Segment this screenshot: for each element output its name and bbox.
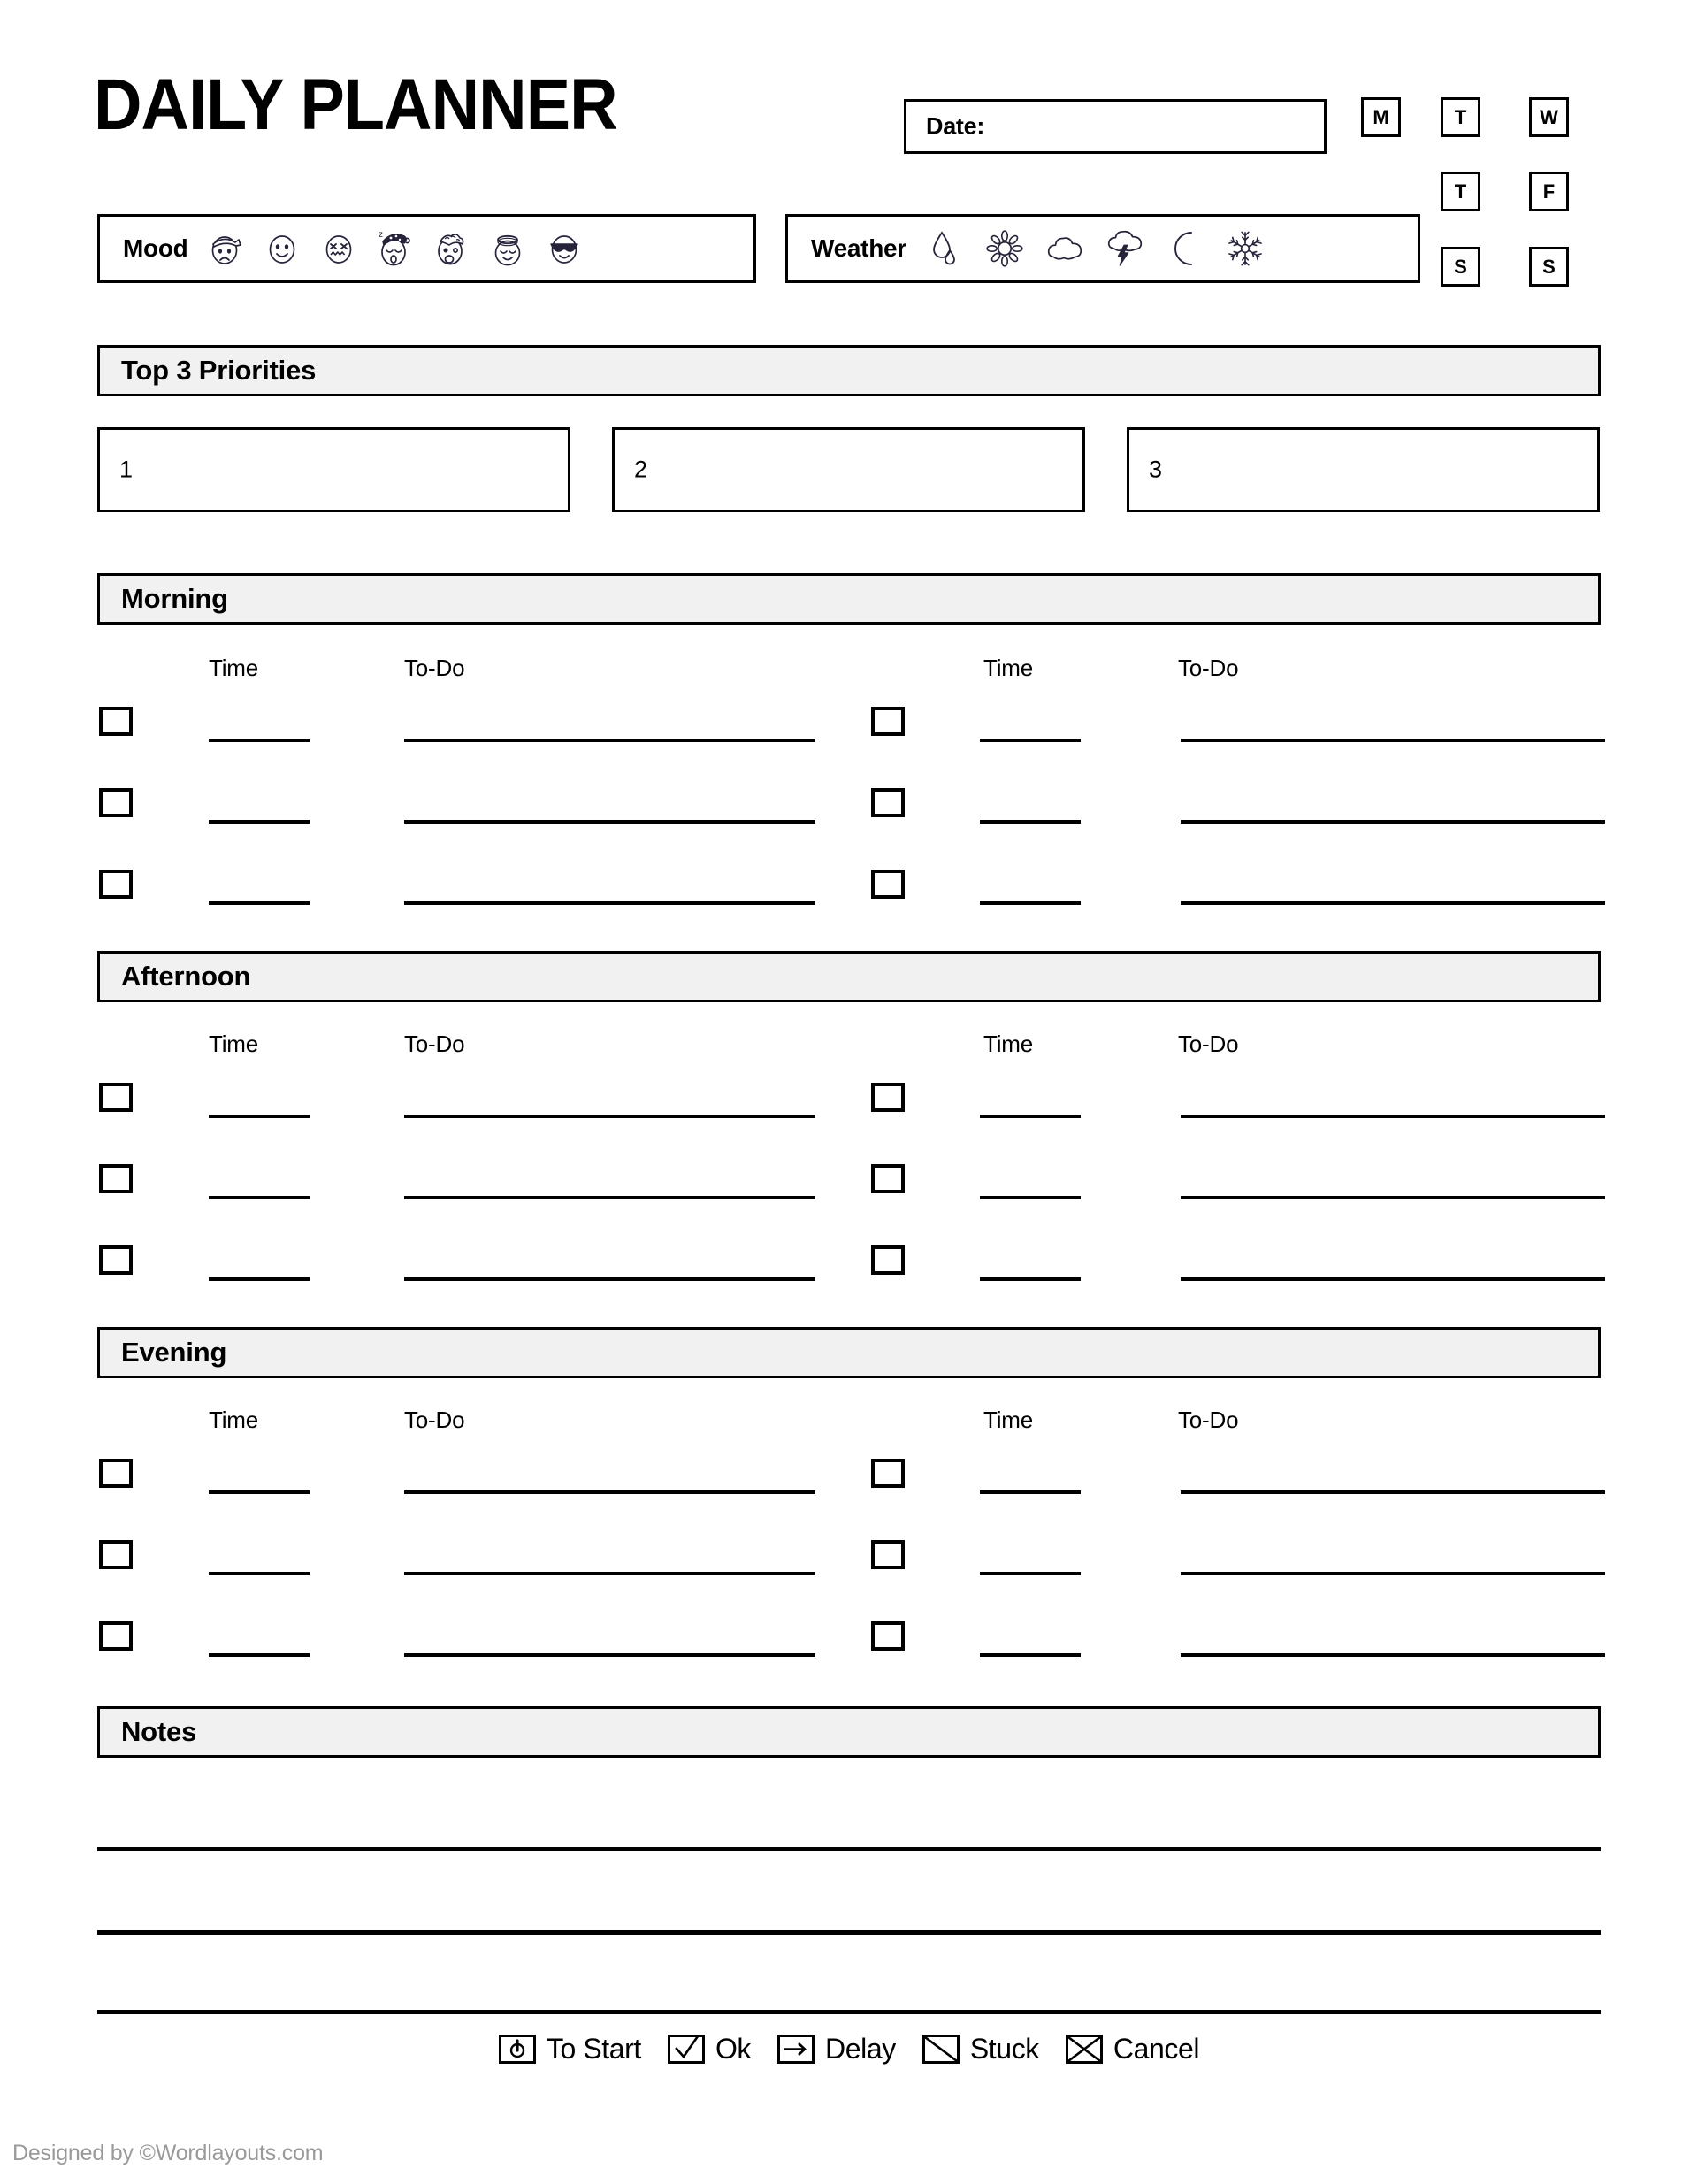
notes-line[interactable] [97,2010,1601,2014]
task-todo-line[interactable] [404,1277,815,1281]
day-box-monday[interactable] [1361,97,1401,137]
task-todo-line[interactable] [1181,1572,1605,1575]
task-checkbox[interactable] [99,1459,133,1488]
task-time-line[interactable] [209,820,310,824]
weather-selector[interactable] [785,214,1420,283]
task-todo-line[interactable] [404,1196,815,1199]
task-time-line[interactable] [209,1490,310,1494]
page-header [0,0,1698,310]
task-checkbox[interactable] [871,870,905,899]
legend-label: Delay [825,2033,896,2065]
task-checkbox[interactable] [871,1083,905,1112]
section-header-priorities [97,345,1601,396]
column-header-todo: To-Do [404,1031,465,1057]
task-time-line[interactable] [980,1115,1081,1118]
legend-item-to-start[interactable] [499,2033,641,2065]
task-time-line[interactable] [980,739,1081,742]
task-checkbox[interactable] [99,870,133,899]
day-letter: S [1542,255,1556,278]
task-time-line[interactable] [980,1196,1081,1199]
task-checkbox[interactable] [99,788,133,817]
weather-label: Weather [811,234,906,262]
sleepy-face-icon[interactable] [377,227,414,270]
check-icon [668,2035,705,2064]
task-todo-line[interactable] [404,1115,815,1118]
priority-box-2[interactable] [612,427,1085,512]
date-field[interactable] [904,99,1327,154]
task-todo-line[interactable] [1181,1115,1605,1118]
day-box-tuesday[interactable] [1441,97,1480,137]
task-todo-line[interactable] [1181,1653,1605,1657]
column-header-time: Time [209,1406,259,1433]
column-header-time: Time [983,1031,1034,1057]
task-checkbox[interactable] [99,1164,133,1193]
cloud-icon[interactable] [1046,227,1083,270]
column-header-time: Time [209,655,259,681]
happy-face-icon[interactable] [264,227,301,270]
legend-item-cancel[interactable] [1066,2033,1199,2065]
task-time-line[interactable] [980,901,1081,905]
day-box-thursday[interactable] [1441,172,1480,211]
task-todo-line[interactable] [1181,820,1605,824]
task-checkbox[interactable] [871,1245,905,1275]
legend-item-stuck[interactable] [922,2033,1039,2065]
sun-icon[interactable] [986,227,1023,270]
task-time-line[interactable] [980,1653,1081,1657]
day-box-sunday[interactable] [1529,247,1569,287]
task-time-line[interactable] [209,1572,310,1575]
moon-icon[interactable] [1166,227,1204,270]
page-title: DAILY PLANNER [94,65,617,145]
raindrop-icon[interactable] [926,227,963,270]
task-time-line[interactable] [980,1490,1081,1494]
storm-cloud-icon[interactable] [1106,227,1143,270]
section-title: Evening [121,1337,227,1368]
task-todo-line[interactable] [1181,739,1605,742]
task-checkbox[interactable] [99,1245,133,1275]
task-time-line[interactable] [980,1277,1081,1281]
day-letter: M [1373,105,1389,128]
diagonal-line-icon [922,2035,960,2064]
mood-selector[interactable] [97,214,756,283]
legend-label: Ok [715,2033,752,2065]
svg-text:z: z [379,230,384,240]
mood-label: Mood [123,234,188,262]
arrow-right-icon [777,2035,815,2064]
task-todo-line[interactable] [1181,1277,1605,1281]
priority-number: 3 [1149,456,1163,483]
column-header-todo: To-Do [1178,1031,1239,1057]
section-header-notes [97,1706,1601,1758]
task-time-line[interactable] [209,901,310,905]
task-todo-line[interactable] [404,1490,815,1494]
task-checkbox[interactable] [871,1459,905,1488]
task-time-line[interactable] [980,820,1081,824]
sick-bandaged-face-icon[interactable] [207,227,244,270]
cross-icon [1066,2035,1103,2064]
notes-line[interactable] [97,1847,1601,1851]
priority-box-3[interactable] [1127,427,1600,512]
footer-credit: Designed by ©Wordlayouts.com [12,2141,324,2165]
task-todo-line[interactable] [404,901,815,905]
section-title: Afternoon [121,961,251,992]
task-time-line[interactable] [209,1115,310,1118]
legend-label: Stuck [969,2033,1039,2065]
legend-item-ok[interactable] [668,2033,751,2065]
angel-face-icon[interactable] [490,227,527,270]
snowflake-icon[interactable] [1227,227,1264,270]
priority-number: 1 [119,456,134,483]
task-time-line[interactable] [980,1572,1081,1575]
column-header-todo: To-Do [1178,1406,1239,1433]
legend-item-delay[interactable] [777,2033,896,2065]
task-todo-line[interactable] [404,1653,815,1657]
day-box-friday[interactable] [1529,172,1569,211]
date-label: Date: [926,112,985,140]
task-checkbox[interactable] [871,1164,905,1193]
section-title: Notes [121,1716,197,1747]
weather-icon-strip [926,227,1264,270]
day-box-wednesday[interactable] [1529,97,1569,137]
column-header-time: Time [209,1031,259,1057]
task-checkbox[interactable] [99,1540,133,1569]
notes-line[interactable] [97,1930,1601,1935]
task-time-line[interactable] [209,739,310,742]
task-checkbox[interactable] [99,1083,133,1112]
column-header-time: Time [983,1406,1034,1433]
cool-sunglasses-face-icon[interactable] [547,227,584,270]
task-todo-line[interactable] [404,820,815,824]
section-header-morning [97,573,1601,625]
mood-icon-strip [207,227,584,270]
task-checkbox[interactable] [99,707,133,736]
column-header-todo: To-Do [404,655,465,681]
day-letter: F [1542,180,1556,203]
day-letter: S [1454,255,1467,278]
column-header-time: Time [983,655,1034,681]
task-todo-line[interactable] [404,1572,815,1575]
section-header-evening [97,1327,1601,1378]
power-icon [499,2035,536,2064]
task-todo-line[interactable] [1181,901,1605,905]
status-legend [0,2033,1698,2065]
task-time-line[interactable] [209,1196,310,1199]
priority-box-1[interactable] [97,427,570,512]
task-time-line[interactable] [209,1653,310,1657]
section-title: Morning [121,583,228,614]
task-todo-line[interactable] [404,739,815,742]
priority-number: 2 [634,456,648,483]
legend-label: To Start [546,2033,641,2065]
mind-blown-face-icon[interactable] [433,227,470,270]
task-checkbox[interactable] [871,707,905,736]
task-todo-line[interactable] [1181,1490,1605,1494]
day-letter: W [1540,105,1558,128]
task-checkbox[interactable] [871,788,905,817]
task-todo-line[interactable] [1181,1196,1605,1199]
task-checkbox[interactable] [871,1540,905,1569]
task-checkbox[interactable] [871,1621,905,1651]
task-checkbox[interactable] [99,1621,133,1651]
section-header-afternoon [97,951,1601,1002]
task-time-line[interactable] [209,1277,310,1281]
day-box-saturday[interactable] [1441,247,1480,287]
column-header-todo: To-Do [404,1406,465,1433]
day-letter: T [1454,180,1467,203]
frustrated-face-icon[interactable] [320,227,357,270]
section-title: Top 3 Priorities [121,355,317,386]
column-header-todo: To-Do [1178,655,1239,681]
legend-label: Cancel [1113,2033,1200,2065]
day-letter: T [1454,105,1467,128]
